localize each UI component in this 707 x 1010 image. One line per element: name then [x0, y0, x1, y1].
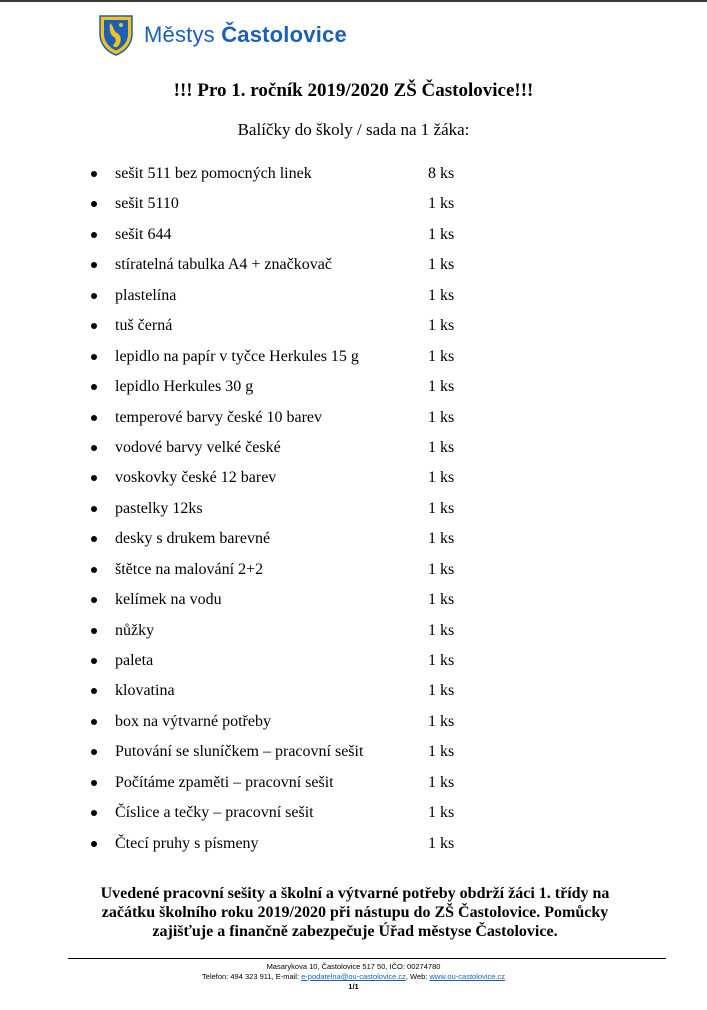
bullet-icon	[91, 232, 97, 238]
list-item	[0, 679, 707, 709]
bullet-icon	[91, 536, 97, 542]
list-item	[0, 649, 707, 679]
bullet-icon	[91, 688, 97, 694]
item-quantity: 1 ks	[428, 560, 455, 578]
bullet-icon	[91, 597, 97, 603]
supply-list	[0, 162, 707, 862]
page-subtitle: Balíčky do školy / sada na 1 žáka:	[237, 120, 470, 139]
bullet-icon	[91, 262, 97, 268]
web-link[interactable]: www.ou-castolovice.cz	[429, 972, 505, 981]
item-name: lepidlo na papír v tyčce Herkules 15 g	[115, 347, 359, 365]
bullet-icon	[91, 171, 97, 177]
item-quantity: 1 ks	[428, 256, 455, 274]
bullet-icon	[91, 445, 97, 451]
bullet-icon	[91, 475, 97, 481]
item-name: štětce na malování 2+2	[115, 560, 264, 578]
item-name: plastelína	[115, 286, 177, 304]
list-item	[0, 710, 707, 740]
item-quantity: 1 ks	[428, 652, 455, 669]
shield-icon	[98, 14, 134, 56]
footer-web-label: , Web:	[405, 972, 430, 981]
item-name: lepidlo Herkules 30 g	[115, 378, 254, 396]
item-quantity: 1 ks	[428, 225, 455, 243]
bullet-icon	[91, 293, 97, 299]
list-item	[0, 406, 707, 436]
item-name: temperové barvy české 10 barev	[115, 408, 323, 426]
item-name: kelímek na vodu	[115, 591, 222, 609]
item-quantity: 1 ks	[428, 499, 455, 517]
item-name: stíratelná tabulka A4 + značkovač	[115, 256, 332, 274]
item-quantity: 1 ks	[428, 530, 455, 548]
brand-title	[144, 22, 347, 48]
item-name: sešit 511 bez pomocných linek	[115, 165, 312, 182]
bullet-icon	[91, 201, 97, 207]
list-item	[0, 314, 707, 344]
item-name: tuš černá	[115, 317, 173, 335]
list-item	[0, 619, 707, 649]
item-quantity: 1 ks	[428, 347, 455, 365]
item-name: box na výtvarné potřeby	[115, 712, 271, 730]
item-name: paleta	[115, 652, 154, 669]
list-item	[0, 801, 707, 831]
bullet-icon	[91, 323, 97, 329]
header	[98, 14, 347, 56]
bullet-icon	[91, 780, 97, 786]
list-item	[0, 588, 707, 618]
item-name: pastelky 12ks	[115, 499, 203, 517]
note-line: Uvedené pracovní sešity a školní a výtvarné potřeby obdrží žáci 1. třídy na	[100, 885, 610, 902]
list-item	[0, 771, 707, 801]
bullet-icon	[91, 628, 97, 634]
footer-address: Masarykova 10, Častolovice 517 50, IČO: 00274780	[266, 962, 441, 971]
brand-prefix: Městys	[144, 22, 222, 47]
info-note	[60, 884, 650, 941]
item-name: sešit 644	[115, 225, 172, 243]
item-name: Počítáme zpaměti – pracovní sešit	[115, 773, 334, 791]
item-quantity: 1 ks	[428, 743, 455, 761]
item-quantity: 1 ks	[428, 834, 455, 852]
item-name: sešit 5110	[115, 195, 179, 213]
item-quantity: 1 ks	[428, 712, 455, 730]
list-item	[0, 497, 707, 527]
note-line: začátku školního roku 2019/2020 při nástupu do ZŠ Častolovice. Pomůcky	[101, 904, 609, 921]
note-line: zajišťuje a finančně zabezpečuje Úřad městyse Častolovice.	[152, 923, 558, 940]
item-quantity: 1 ks	[428, 317, 455, 335]
bullet-icon	[91, 749, 97, 755]
list-item	[0, 740, 707, 770]
item-quantity: 1 ks	[428, 591, 455, 609]
bullet-icon	[91, 506, 97, 512]
bullet-icon	[91, 810, 97, 816]
item-name: klovatina	[115, 682, 175, 700]
item-quantity: 1 ks	[428, 773, 455, 791]
item-name: voskovky české 12 barev	[115, 469, 277, 487]
item-name: vodové barvy velké české	[115, 438, 281, 456]
list-item	[0, 527, 707, 557]
list-item	[0, 162, 707, 192]
item-name: nůžky	[115, 621, 155, 639]
list-item	[0, 375, 707, 405]
bullet-icon	[91, 719, 97, 725]
item-quantity: 1 ks	[428, 621, 455, 639]
footer	[0, 962, 707, 992]
footer-divider	[68, 958, 666, 959]
bullet-icon	[91, 415, 97, 421]
list-item	[0, 192, 707, 222]
list-item	[0, 466, 707, 496]
list-item	[0, 436, 707, 466]
footer-phone: Telefon: 494 323 911, E-mail:	[202, 972, 302, 981]
item-name: Číslice a tečky – pracovní sešit	[115, 804, 314, 822]
top-border	[0, 0, 707, 2]
list-item	[0, 284, 707, 314]
item-quantity: 1 ks	[428, 469, 455, 487]
page-number: 1/1	[348, 982, 359, 991]
bullet-icon	[91, 658, 97, 664]
bullet-icon	[91, 567, 97, 573]
brand-name: Častolovice	[221, 22, 347, 47]
list-item	[0, 223, 707, 253]
bullet-icon	[91, 384, 97, 390]
bullet-icon	[91, 841, 97, 847]
item-quantity: 1 ks	[428, 682, 455, 700]
list-item	[0, 832, 707, 862]
bullet-icon	[91, 354, 97, 360]
item-quantity: 1 ks	[428, 286, 455, 304]
list-item	[0, 345, 707, 375]
item-quantity: 1 ks	[428, 408, 455, 426]
email-link[interactable]: e-podatelna@ou-castolovice.cz	[301, 972, 406, 981]
item-quantity: 1 ks	[428, 195, 455, 213]
item-quantity: 8 ks	[428, 165, 455, 182]
list-item	[0, 253, 707, 283]
item-name: Putování se sluníčkem – pracovní sešit	[115, 743, 364, 761]
item-quantity: 1 ks	[428, 804, 455, 822]
item-quantity: 1 ks	[428, 378, 455, 396]
item-name: Čtecí pruhy s písmeny	[115, 834, 259, 852]
item-quantity: 1 ks	[428, 438, 455, 456]
page-title: !!! Pro 1. ročník 2019/2020 ZŠ Častolovice!!!	[173, 80, 534, 101]
item-name: desky s drukem barevné	[115, 530, 271, 548]
list-item	[0, 558, 707, 588]
footer-contact	[0, 972, 707, 982]
